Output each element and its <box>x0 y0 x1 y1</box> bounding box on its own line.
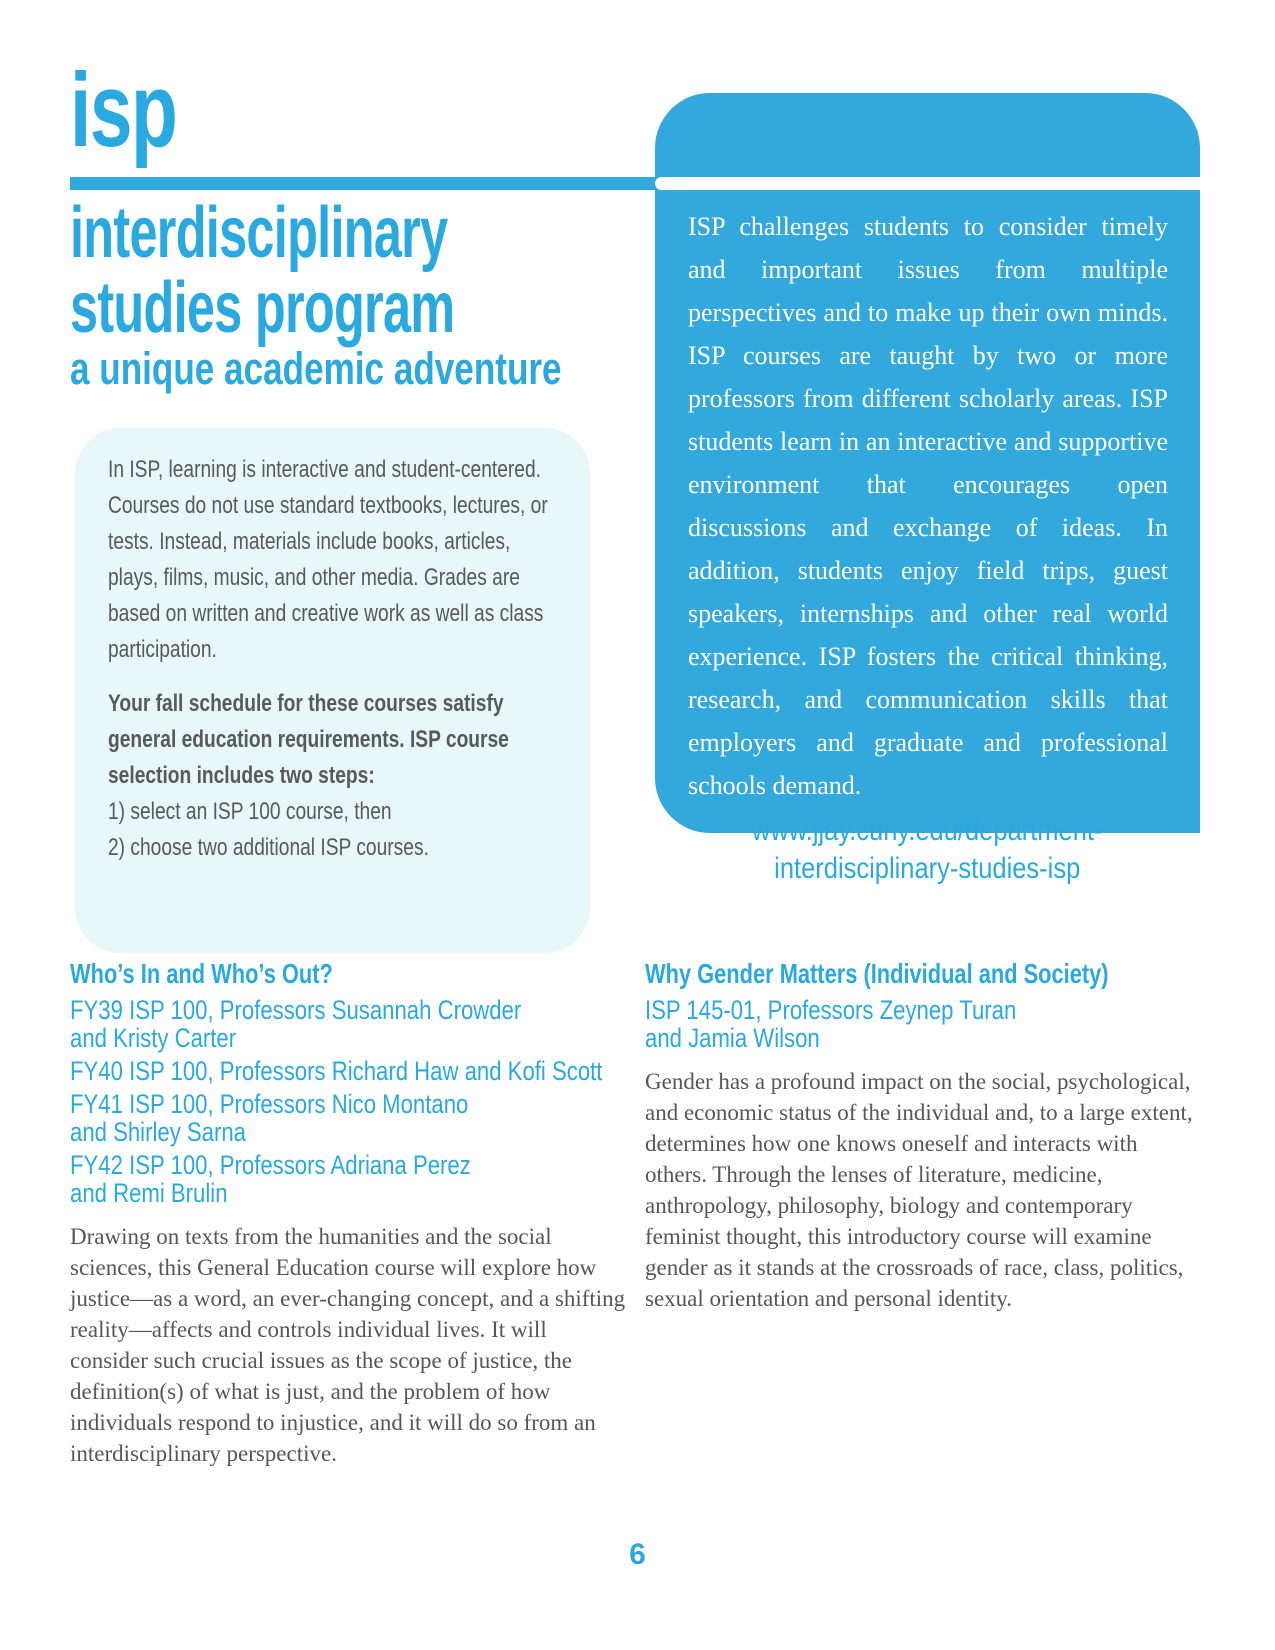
course-entry-line: FY40 ISP 100, Professors Richard Haw and Kofi Scott <box>70 1056 603 1086</box>
course-description: Gender has a profound impact on the social, psychological, and economic status of the individual and, to a large extent, determines how one knows oneself and interacts with others. Through the lenses of literature, medicine, anthropology, philosophy, biology and contemporary feminist thought, this introductory course will examine gender as it stands at the crossroads of race, class, politics, sexual orientation and personal identity. <box>645 1069 1193 1311</box>
website-url-line2[interactable]: interdisciplinary-studies-isp <box>774 852 1081 885</box>
intro-box <box>75 428 590 953</box>
program-title-line1: interdisciplinary <box>70 193 448 273</box>
highlight-box-stripe <box>655 177 1200 190</box>
header-rule <box>70 177 655 190</box>
highlight-paragraph: ISP challenges students to consider timely and important issues from multiple perspectives and to make up their own minds. ISP courses are taught by two or more professors from different scholarly areas. ISP students learn in an interactive and supportive environment that encourages open discussions and exchange of ideas. In addition, students enjoy field trips, guest speakers, internships and other real world experience. ISP fosters the critical thinking, research, and communication skills that employers and graduate and professional schools demand. <box>688 212 1168 800</box>
intro-text <box>108 452 556 866</box>
course-entry-line: and Remi Brulin <box>70 1178 228 1208</box>
course-entry <box>70 996 630 1052</box>
course-entry-line: FY42 ISP 100, Professors Adriana Perez <box>70 1150 471 1180</box>
website-url-line1[interactable]: www.jjay.cuny.edu/department- <box>752 814 1103 847</box>
course-column-right <box>645 958 1205 1469</box>
course-entry <box>70 1090 630 1146</box>
intro-step-1: 1) select an ISP 100 course, then <box>108 798 392 825</box>
intro-step-2: 2) choose two additional ISP courses. <box>108 834 429 861</box>
course-title: Why Gender Matters (Individual and Society) <box>645 958 1109 989</box>
course-title: Who’s In and Who’s Out? <box>70 958 333 989</box>
course-entry-line: and Shirley Sarna <box>70 1117 247 1147</box>
page-number: 6 <box>629 1538 646 1571</box>
course-entry-line: ISP 145-01, Professors Zeynep Turan <box>645 995 1017 1025</box>
course-entry-line: FY39 ISP 100, Professors Susannah Crowder <box>70 995 522 1025</box>
intro-paragraph: In ISP, learning is interactive and student-centered. Courses do not use standard textbooks, lectures, or tests. Instead, materials include books, articles, plays, films, music, and other media. Grades are based on written and creative work as well as class participation. <box>108 456 548 663</box>
course-columns <box>70 958 1205 1469</box>
course-entry <box>70 1151 630 1207</box>
website-url[interactable] <box>655 812 1200 888</box>
program-subtitle: a unique academic adventure <box>70 343 562 394</box>
course-entry-line: FY41 ISP 100, Professors Nico Montano <box>70 1089 469 1119</box>
course-entry <box>70 1057 630 1085</box>
course-entry-line: and Kristy Carter <box>70 1023 237 1053</box>
website-url-lines[interactable] <box>752 812 1103 888</box>
program-title <box>70 193 455 348</box>
program-title-line2: studies program <box>70 268 455 348</box>
intro-schedule-note: Your fall schedule for these courses satisfy general education requirements. ISP course selection includes two steps: <box>108 690 509 789</box>
course-column-left <box>70 958 630 1469</box>
isp-logo: isp <box>70 52 177 169</box>
highlight-box <box>655 93 1200 833</box>
course-entry <box>645 996 1205 1052</box>
course-description: Drawing on texts from the humanities and the social sciences, this General Education course will explore how justice—as a word, an ever-changing concept, and a shifting reality—affects and controls individual lives. It will consider such crucial issues as the scope of justice, the definition(s) of what is just, and the problem of how individuals respond to injustice, and it will do so from an interdisciplinary perspective. <box>70 1224 626 1466</box>
course-entry-line: and Jamia Wilson <box>645 1023 820 1053</box>
